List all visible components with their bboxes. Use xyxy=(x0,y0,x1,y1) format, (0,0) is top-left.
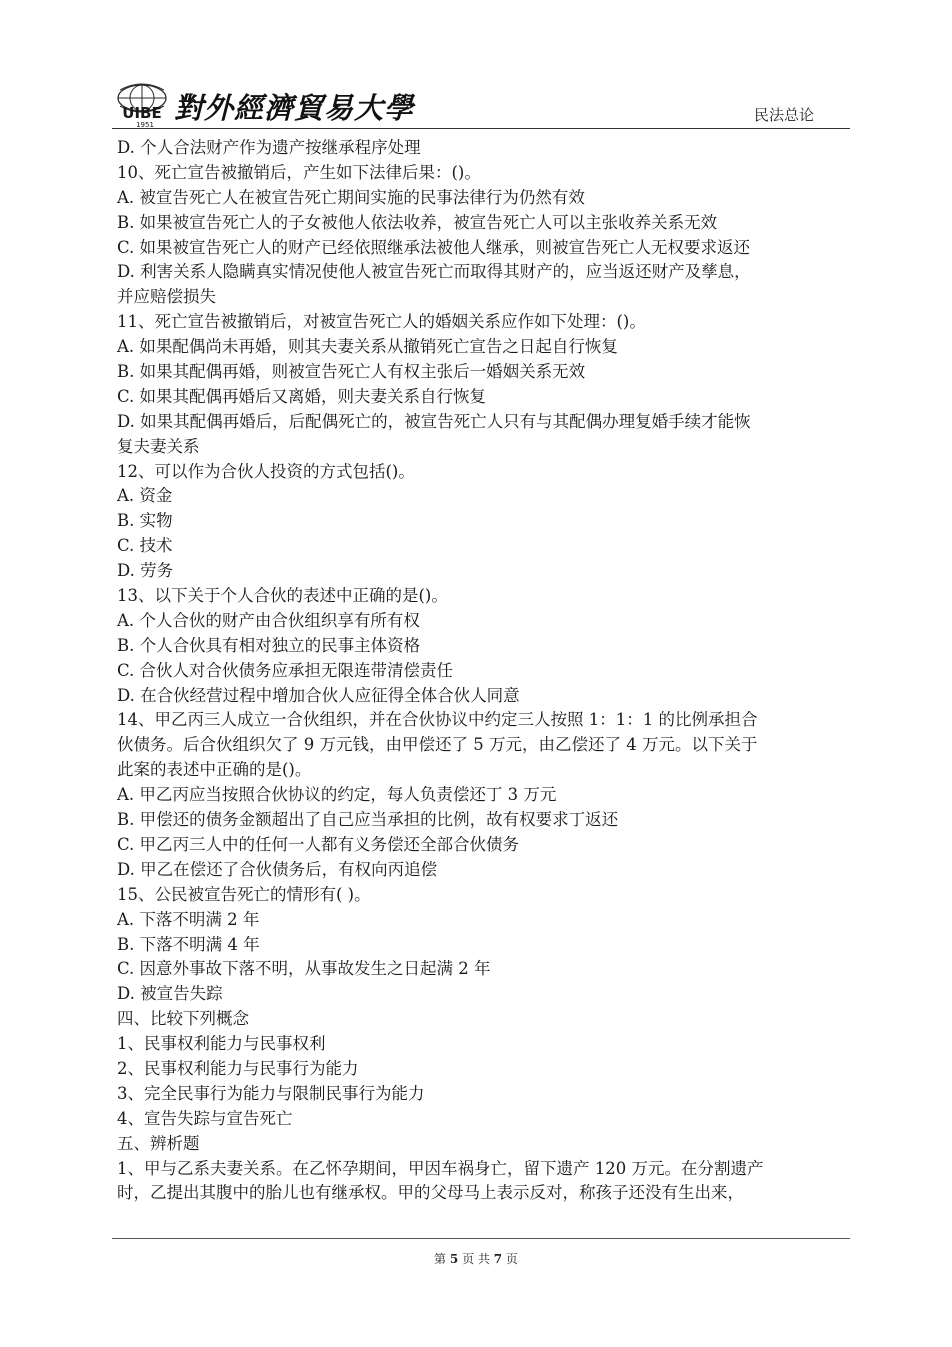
text-line: 3、完全民事行为能力与限制民事行为能力 xyxy=(117,1083,425,1103)
footer-rule xyxy=(112,1238,850,1239)
text-line: 14、甲乙丙三人成立一合伙组织，并在合伙协议中约定三人按照 1：1：1 的比例承担合 xyxy=(117,710,758,730)
text-line: 4、宣告失踪与宣告死亡 xyxy=(117,1108,293,1128)
course-title: 民法总论 xyxy=(753,106,814,124)
text-line: 1、甲与乙系夫妻关系。在乙怀孕期间，甲因车祸身亡，留下遗产 120 万元。在分割遗产 xyxy=(117,1158,764,1178)
text-line: 2、民事权利能力与民事行为能力 xyxy=(117,1058,359,1078)
university-logo xyxy=(112,76,176,128)
text-line: D. 如果其配偶再婚后，后配偶死亡的，被宣告死亡人只有与其配偶办理复婚手续才能恢 xyxy=(117,411,751,431)
text-line: C. 甲乙丙三人中的任何一人都有义务偿还全部合伙债务 xyxy=(117,834,520,854)
text-line: 并应赔偿损失 xyxy=(117,287,216,307)
total-pages: 7 xyxy=(493,1252,503,1266)
text-line: A. 被宣告死亡人在被宣告死亡期间实施的民事法律行为仍然有效 xyxy=(117,187,585,207)
university-name: 對外經濟貿易大學 xyxy=(174,91,415,125)
text-line: 复夫妻关系 xyxy=(117,436,200,456)
text-line: B. 如果其配偶再婚，则被宣告死亡人有权主张后一婚姻关系无效 xyxy=(117,362,586,382)
text-line: C. 合伙人对合伙债务应承担无限连带清偿责任 xyxy=(117,660,454,680)
text-line: C. 如果其配偶再婚后又离婚，则夫妻关系自行恢复 xyxy=(117,386,487,406)
footer-middle: 页 共 xyxy=(462,1252,490,1266)
text-line: 伙债务。后合伙组织欠了 9 万元钱，由甲偿还了 5 万元，由乙偿还了 4 万元。以下关于 xyxy=(117,735,758,755)
text-line: 四、比较下列概念 xyxy=(117,1009,249,1029)
text-line: A. 下落不明满 2 年 xyxy=(117,909,260,929)
text-line: 12、可以作为合伙人投资的方式包括()。 xyxy=(117,461,415,481)
text-line: D. 在合伙经营过程中增加合伙人应征得全体合伙人同意 xyxy=(117,685,520,705)
text-line: 13、以下关于个人合伙的表述中正确的是()。 xyxy=(117,586,448,606)
footer-suffix: 页 xyxy=(505,1252,518,1266)
text-line: A. 如果配偶尚未再婚，则其夫妻关系从撤销死亡宣告之日起自行恢复 xyxy=(117,337,618,357)
text-line: C. 如果被宣告死亡人的财产已经依照继承法被他人继承，则被宣告死亡人无权要求返还 xyxy=(117,237,751,257)
text-line: 15、公民被宣告死亡的情形有( )。 xyxy=(117,884,371,904)
text-line: D. 个人合法财产作为遗产按继承程序处理 xyxy=(117,138,421,157)
text-line: C. 技术 xyxy=(117,536,173,556)
text-line: 1、民事权利能力与民事权利 xyxy=(117,1034,326,1054)
text-line: B. 个人合伙具有相对独立的民事主体资格 xyxy=(117,635,421,655)
logo-year: 1951 xyxy=(136,121,154,128)
text-line: 10、死亡宣告被撤销后，产生如下法律后果：()。 xyxy=(117,162,481,182)
footer-prefix: 第 xyxy=(434,1252,447,1266)
page-header xyxy=(112,72,850,130)
text-line: A. 个人合伙的财产由合伙组织享有所有权 xyxy=(117,610,420,630)
text-line: A. 资金 xyxy=(117,486,173,506)
text-line: D. 甲乙在偿还了合伙债务后，有权向丙追偿 xyxy=(117,859,438,879)
text-line: C. 因意外事故下落不明，从事故发生之日起满 2 年 xyxy=(117,959,491,979)
text-line: D. 被宣告失踪 xyxy=(117,984,223,1004)
text-line: 此案的表述中正确的是()。 xyxy=(117,760,312,780)
logo-text: UIBE xyxy=(122,104,162,122)
text-line: B. 如果被宣告死亡人的子女被他人依法收养，被宣告死亡人可以主张收养关系无效 xyxy=(117,212,718,232)
page-number: 5 xyxy=(449,1252,459,1266)
header-rule xyxy=(112,128,850,129)
text-line: 时，乙提出其腹中的胎儿也有继承权。甲的父母马上表示反对，称孩子还没有生出来， xyxy=(117,1183,744,1203)
text-line: B. 甲偿还的债务金额超出了自己应当承担的比例，故有权要求丁返还 xyxy=(117,810,619,830)
text-line: 11、死亡宣告被撤销后，对被宣告死亡人的婚姻关系应作如下处理：()。 xyxy=(117,312,646,332)
document-body xyxy=(117,136,852,1206)
text-line: B. 下落不明满 4 年 xyxy=(117,934,260,954)
text-line: A. 甲乙丙应当按照合伙协议的约定，每人负责偿还丁 3 万元 xyxy=(117,785,557,805)
page-footer xyxy=(0,1250,952,1267)
text-line: B. 实物 xyxy=(117,511,173,531)
text-line: D. 劳务 xyxy=(117,561,174,581)
text-line: 五、辨析题 xyxy=(117,1133,200,1153)
text-line: D. 利害关系人隐瞒真实情况使他人被宣告死亡而取得其财产的，应当返还财产及孳息， xyxy=(117,262,751,282)
